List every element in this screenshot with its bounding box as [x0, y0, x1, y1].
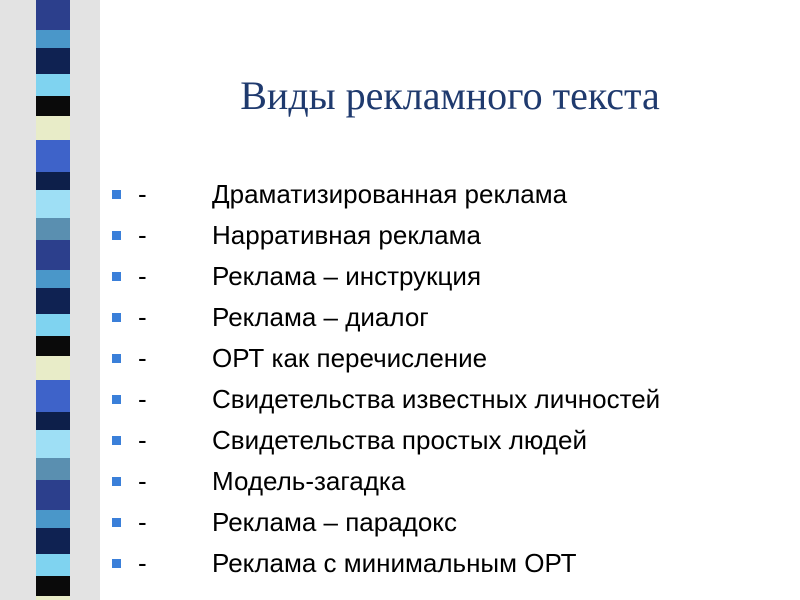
stripe-segment	[36, 480, 70, 510]
stripe-segment	[36, 380, 70, 412]
decorative-stripe-band	[0, 0, 100, 600]
list-item	[108, 543, 788, 584]
list-item	[108, 502, 788, 543]
list-item	[108, 215, 788, 256]
square-bullet-icon	[112, 313, 121, 322]
stripe-segment	[36, 270, 70, 288]
list-item-text: Реклама – парадокс	[212, 507, 457, 537]
list-item-dash: -	[138, 302, 147, 332]
square-bullet-icon	[112, 190, 121, 199]
square-bullet-icon	[112, 272, 121, 281]
stripe-segment	[36, 356, 70, 380]
stripe-segment	[36, 74, 70, 96]
list-item	[108, 297, 788, 338]
list-item	[108, 174, 788, 215]
stripe-segment	[36, 140, 70, 172]
list-item-dash: -	[138, 343, 147, 373]
square-bullet-icon	[112, 231, 121, 240]
list-item-text: Свидетельства простых людей	[212, 425, 587, 455]
list-item-dash: -	[138, 384, 147, 414]
list-item-dash: -	[138, 261, 147, 291]
list-item-text: Свидетельства известных личностей	[212, 384, 661, 414]
stripe-segment	[36, 528, 70, 554]
stripe-segment	[36, 116, 70, 140]
decorative-stripes	[36, 0, 70, 600]
stripe-segment	[36, 510, 70, 528]
square-bullet-icon	[112, 395, 121, 404]
list-item-text: ОРТ как перечисление	[212, 343, 488, 373]
square-bullet-icon	[112, 477, 121, 486]
square-bullet-icon	[112, 559, 121, 568]
stripe-segment	[36, 336, 70, 356]
stripe-segment	[36, 314, 70, 336]
list-item-dash: -	[138, 548, 147, 578]
stripe-segment	[36, 554, 70, 576]
list-item-dash: -	[138, 220, 147, 250]
stripe-segment	[36, 48, 70, 74]
stripe-segment	[36, 96, 70, 116]
stripe-segment	[36, 596, 70, 600]
stripe-segment	[36, 458, 70, 480]
list-item	[108, 420, 788, 461]
list-item-dash: -	[138, 425, 147, 455]
list-item-text: Нарративная реклама	[212, 220, 481, 250]
list-item-text: Реклама – диалог	[212, 302, 429, 332]
stripe-segment	[36, 288, 70, 314]
stripe-segment	[36, 30, 70, 48]
list-item-text: Реклама – инструкция	[212, 261, 482, 291]
list-item-text: Модель-загадка	[212, 466, 406, 496]
square-bullet-icon	[112, 436, 121, 445]
slide-title: Виды рекламного текста	[240, 73, 660, 118]
stripe-segment	[36, 218, 70, 240]
square-bullet-icon	[112, 354, 121, 363]
list-item	[108, 461, 788, 502]
list-item-dash: -	[138, 466, 147, 496]
stripe-segment	[36, 430, 70, 458]
list-item-dash: -	[138, 507, 147, 537]
list-item	[108, 584, 788, 600]
stripe-segment	[36, 412, 70, 430]
list-item-dash: -	[138, 179, 147, 209]
square-bullet-icon	[112, 518, 121, 527]
stripe-segment	[36, 0, 70, 30]
list-item	[108, 338, 788, 379]
stripe-segment	[36, 576, 70, 596]
stripe-segment	[36, 190, 70, 218]
list-item	[108, 379, 788, 420]
stripe-segment	[36, 172, 70, 190]
list-item	[108, 256, 788, 297]
list-item-text: Реклама с минимальным ОРТ	[212, 548, 577, 578]
stripe-segment	[36, 240, 70, 270]
bullet-list	[108, 174, 788, 600]
list-item-text: Драматизированная реклама	[212, 179, 568, 209]
